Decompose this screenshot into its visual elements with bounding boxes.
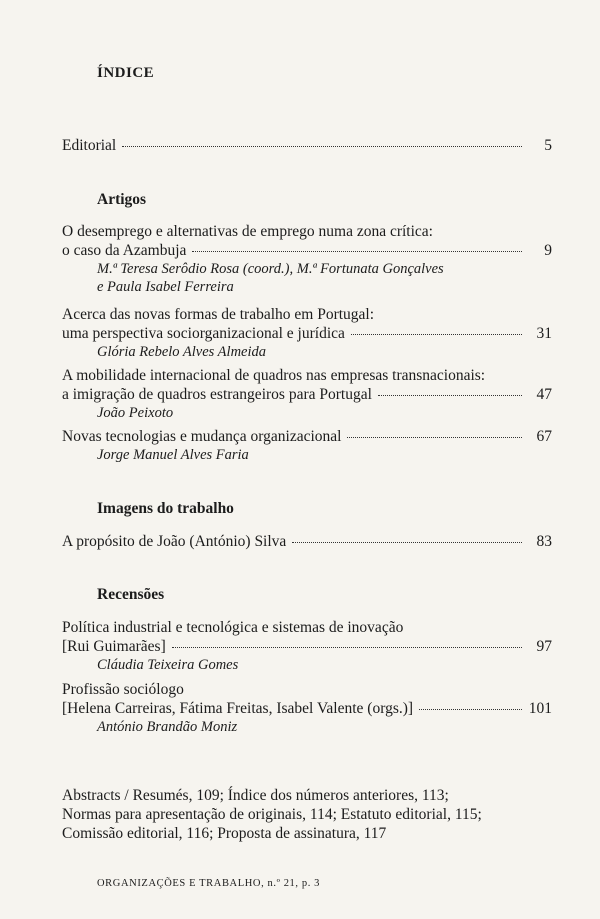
toc-entry-line[interactable]: Profissão sociólogo: [62, 681, 184, 698]
toc-entry-editorial[interactable]: [62, 136, 552, 155]
leader-dots: [419, 708, 522, 710]
leader-dots: [378, 394, 522, 396]
section-heading-artigos: Artigos: [97, 191, 147, 208]
leader-dots: [172, 646, 522, 648]
back-matter-line: Comissão editorial, 116; Proposta de assinatura, 117: [62, 825, 387, 842]
toc-entry-artigo-3[interactable]: [62, 385, 552, 404]
entry-author: Cláudia Teixeira Gomes: [97, 657, 239, 673]
entry-author: Jorge Manuel Alves Faria: [97, 447, 249, 463]
toc-entry-imagem-1[interactable]: [62, 532, 552, 551]
entry-title: [Helena Carreiras, Fátima Freitas, Isabel Valente (orgs.)]: [62, 700, 414, 717]
section-heading-imagens: Imagens do trabalho: [97, 500, 234, 517]
section-heading-recensoes: Recensões: [97, 586, 165, 603]
entry-page: 31: [536, 325, 552, 342]
entry-title: a imigração de quadros estrangeiros para Portugal: [62, 386, 372, 403]
entry-title: Novas tecnologias e mudança organizacional: [62, 428, 342, 445]
entry-title: [Rui Guimarães]: [62, 638, 166, 655]
toc-entry-recensao-2[interactable]: [62, 699, 552, 718]
entry-title: A propósito de João (António) Silva: [62, 533, 287, 550]
entry-title: o caso da Azambuja: [62, 242, 187, 259]
entry-author: João Peixoto: [97, 405, 174, 421]
entry-page: 101: [528, 700, 552, 717]
toc-entry-line[interactable]: O desemprego e alternativas de emprego numa zona crítica:: [62, 223, 433, 240]
entry-author: e Paula Isabel Ferreira: [97, 279, 234, 295]
toc-entry-artigo-2[interactable]: [62, 324, 552, 343]
toc-entry-line[interactable]: Política industrial e tecnológica e sistemas de inovação: [62, 619, 404, 636]
toc-entry-recensao-1[interactable]: [62, 637, 552, 656]
entry-page: 5: [544, 137, 552, 154]
entry-author: M.ª Teresa Serôdio Rosa (coord.), M.ª Fortunata Gonçalves: [97, 261, 444, 277]
toc-entry-line[interactable]: A mobilidade internacional de quadros nas empresas transnacionais:: [62, 367, 486, 384]
toc-entry-artigo-4[interactable]: [62, 427, 552, 446]
leader-dots: [122, 145, 522, 147]
toc-entry-line[interactable]: Acerca das novas formas de trabalho em Portugal:: [62, 306, 375, 323]
entry-page: 83: [536, 533, 552, 550]
entry-author: Glória Rebelo Alves Almeida: [97, 344, 267, 360]
entry-title: uma perspectiva sociorganizacional e jurídica: [62, 325, 345, 342]
leader-dots: [192, 250, 522, 252]
back-matter-line: Abstracts / Resumés, 109; Índice dos números anteriores, 113;: [62, 787, 449, 804]
back-matter-line: Normas para apresentação de originais, 114; Estatuto editorial, 115;: [62, 806, 482, 823]
entry-page: 67: [536, 428, 552, 445]
page-title: ÍNDICE: [97, 65, 155, 81]
entry-page: 47: [536, 386, 552, 403]
entry-title: Editorial: [62, 137, 117, 154]
toc-entry-artigo-1[interactable]: [62, 241, 552, 260]
leader-dots: [347, 436, 522, 438]
page-footer: ORGANIZAÇÕES E TRABALHO, n.º 21, p. 3: [97, 878, 321, 889]
leader-dots: [351, 333, 522, 335]
leader-dots: [292, 541, 522, 543]
entry-page: 9: [544, 242, 552, 259]
entry-author: António Brandão Moniz: [97, 719, 238, 735]
entry-page: 97: [536, 638, 552, 655]
